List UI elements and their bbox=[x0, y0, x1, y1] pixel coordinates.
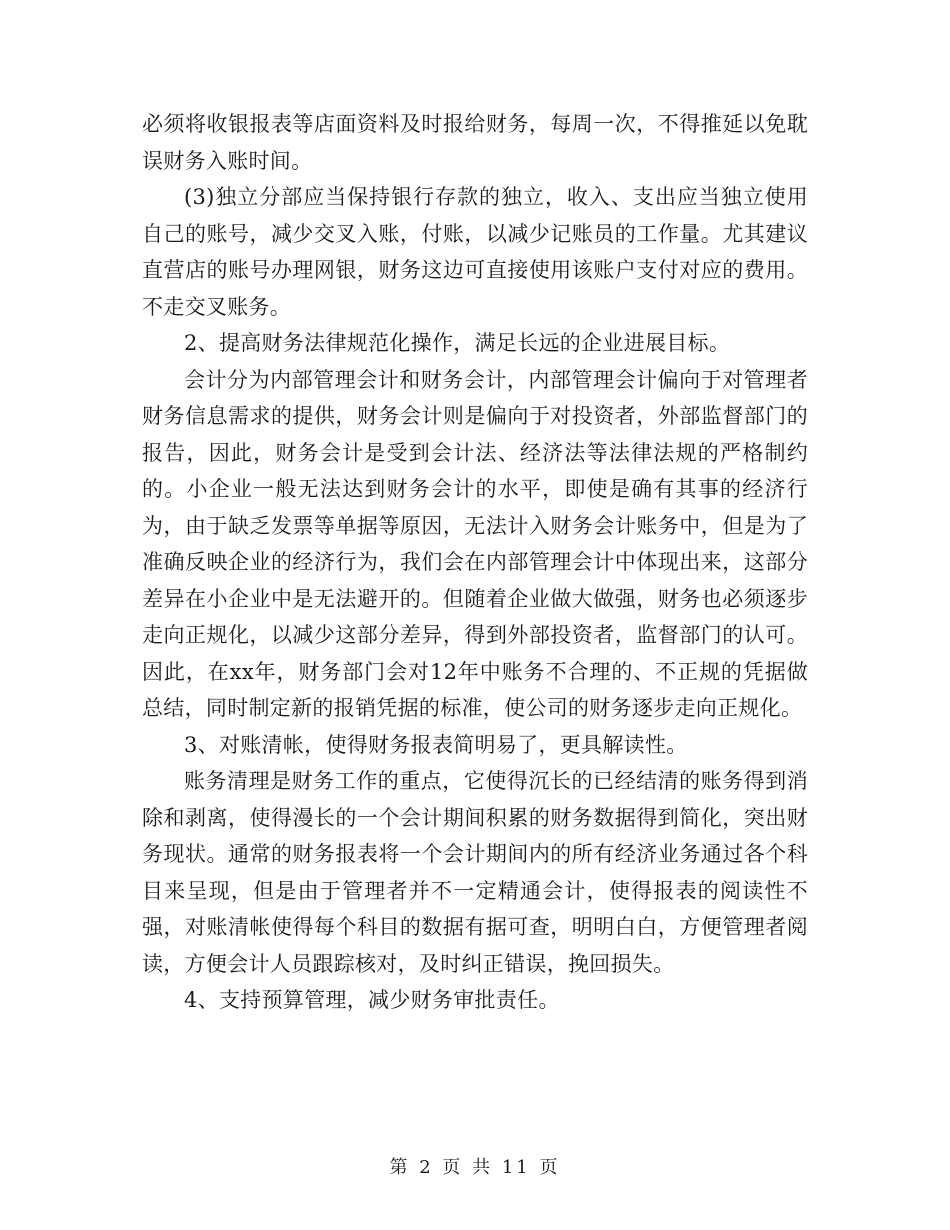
section-heading-4: 4、支持预算管理，减少财务审批责任。 bbox=[184, 988, 560, 1012]
section-heading-2: 2、提高财务法律规范化操作，满足长远的企业进展目标。 bbox=[184, 331, 731, 355]
page-number-footer: 第 2 页 共 11 页 bbox=[389, 1157, 561, 1178]
section-heading-3: 3、对账清帐，使得财务报表简明易了，更具解读性。 bbox=[184, 732, 688, 757]
paragraph-reconciliation: 账务清理是财务工作的重点，它使得沉长的已经结清的账务得到消除和剥离，使得漫长的一个会计期间积累的财务数据得到简化，突出财务现状。通常的财务报表将一个会计期间内的所有经济业务通过各个科目来呈现，但是由于管理者并不一定精通会计，使得报表的阅读性不强，对账清帐使得每个科目的数据有据可查，明明白白，方便管理者阅读，方便会计人员跟踪核对，及时纠正错误，挽回损失。 bbox=[142, 769, 808, 976]
paragraph-continuation: 必须将收银报表等店面资料及时报给财务，每周一次，不得推延以免耽误财务入账时间。 bbox=[142, 112, 808, 173]
paragraph-accounting: 会计分为内部管理会计和财务会计，内部管理会计偏向于对管理者财务信息需求的提供，财务会计则是偏向于对投资者，外部监督部门的报告，因此，财务会计是受到会计法、经济法等法律法规的严格制约的。小企业一般无法达到财务会计的水平，即使是确有其事的经济行为，由于缺乏发票等单据等原因，无法计入财务会计账务中，但是为了准确反映企业的经济行为，我们会在内部管理会计中体现出来，这部分差异在小企业中是无法避开的。但随着企业做大做强，财务也必须逐步走向正规化，以减少这部分差异，得到外部投资者，监督部门的认可。因此，在xx年，财务部门会对12年中账务不合理的、不正规的凭据做总结，同时制定新的报销凭据的标准，使公司的财务逐步走向正规化。 bbox=[142, 367, 808, 720]
document-body bbox=[142, 106, 808, 1019]
paragraph-item-3: (3)独立分部应当保持银行存款的独立，收入、支出应当独立使用自己的账号，减少交叉入账，付账，以减少记账员的工作量。尤其建议直营店的账号办理网银，财务这边可直接使用该账户支付对应的费用。不走交叉账务。 bbox=[142, 185, 808, 319]
